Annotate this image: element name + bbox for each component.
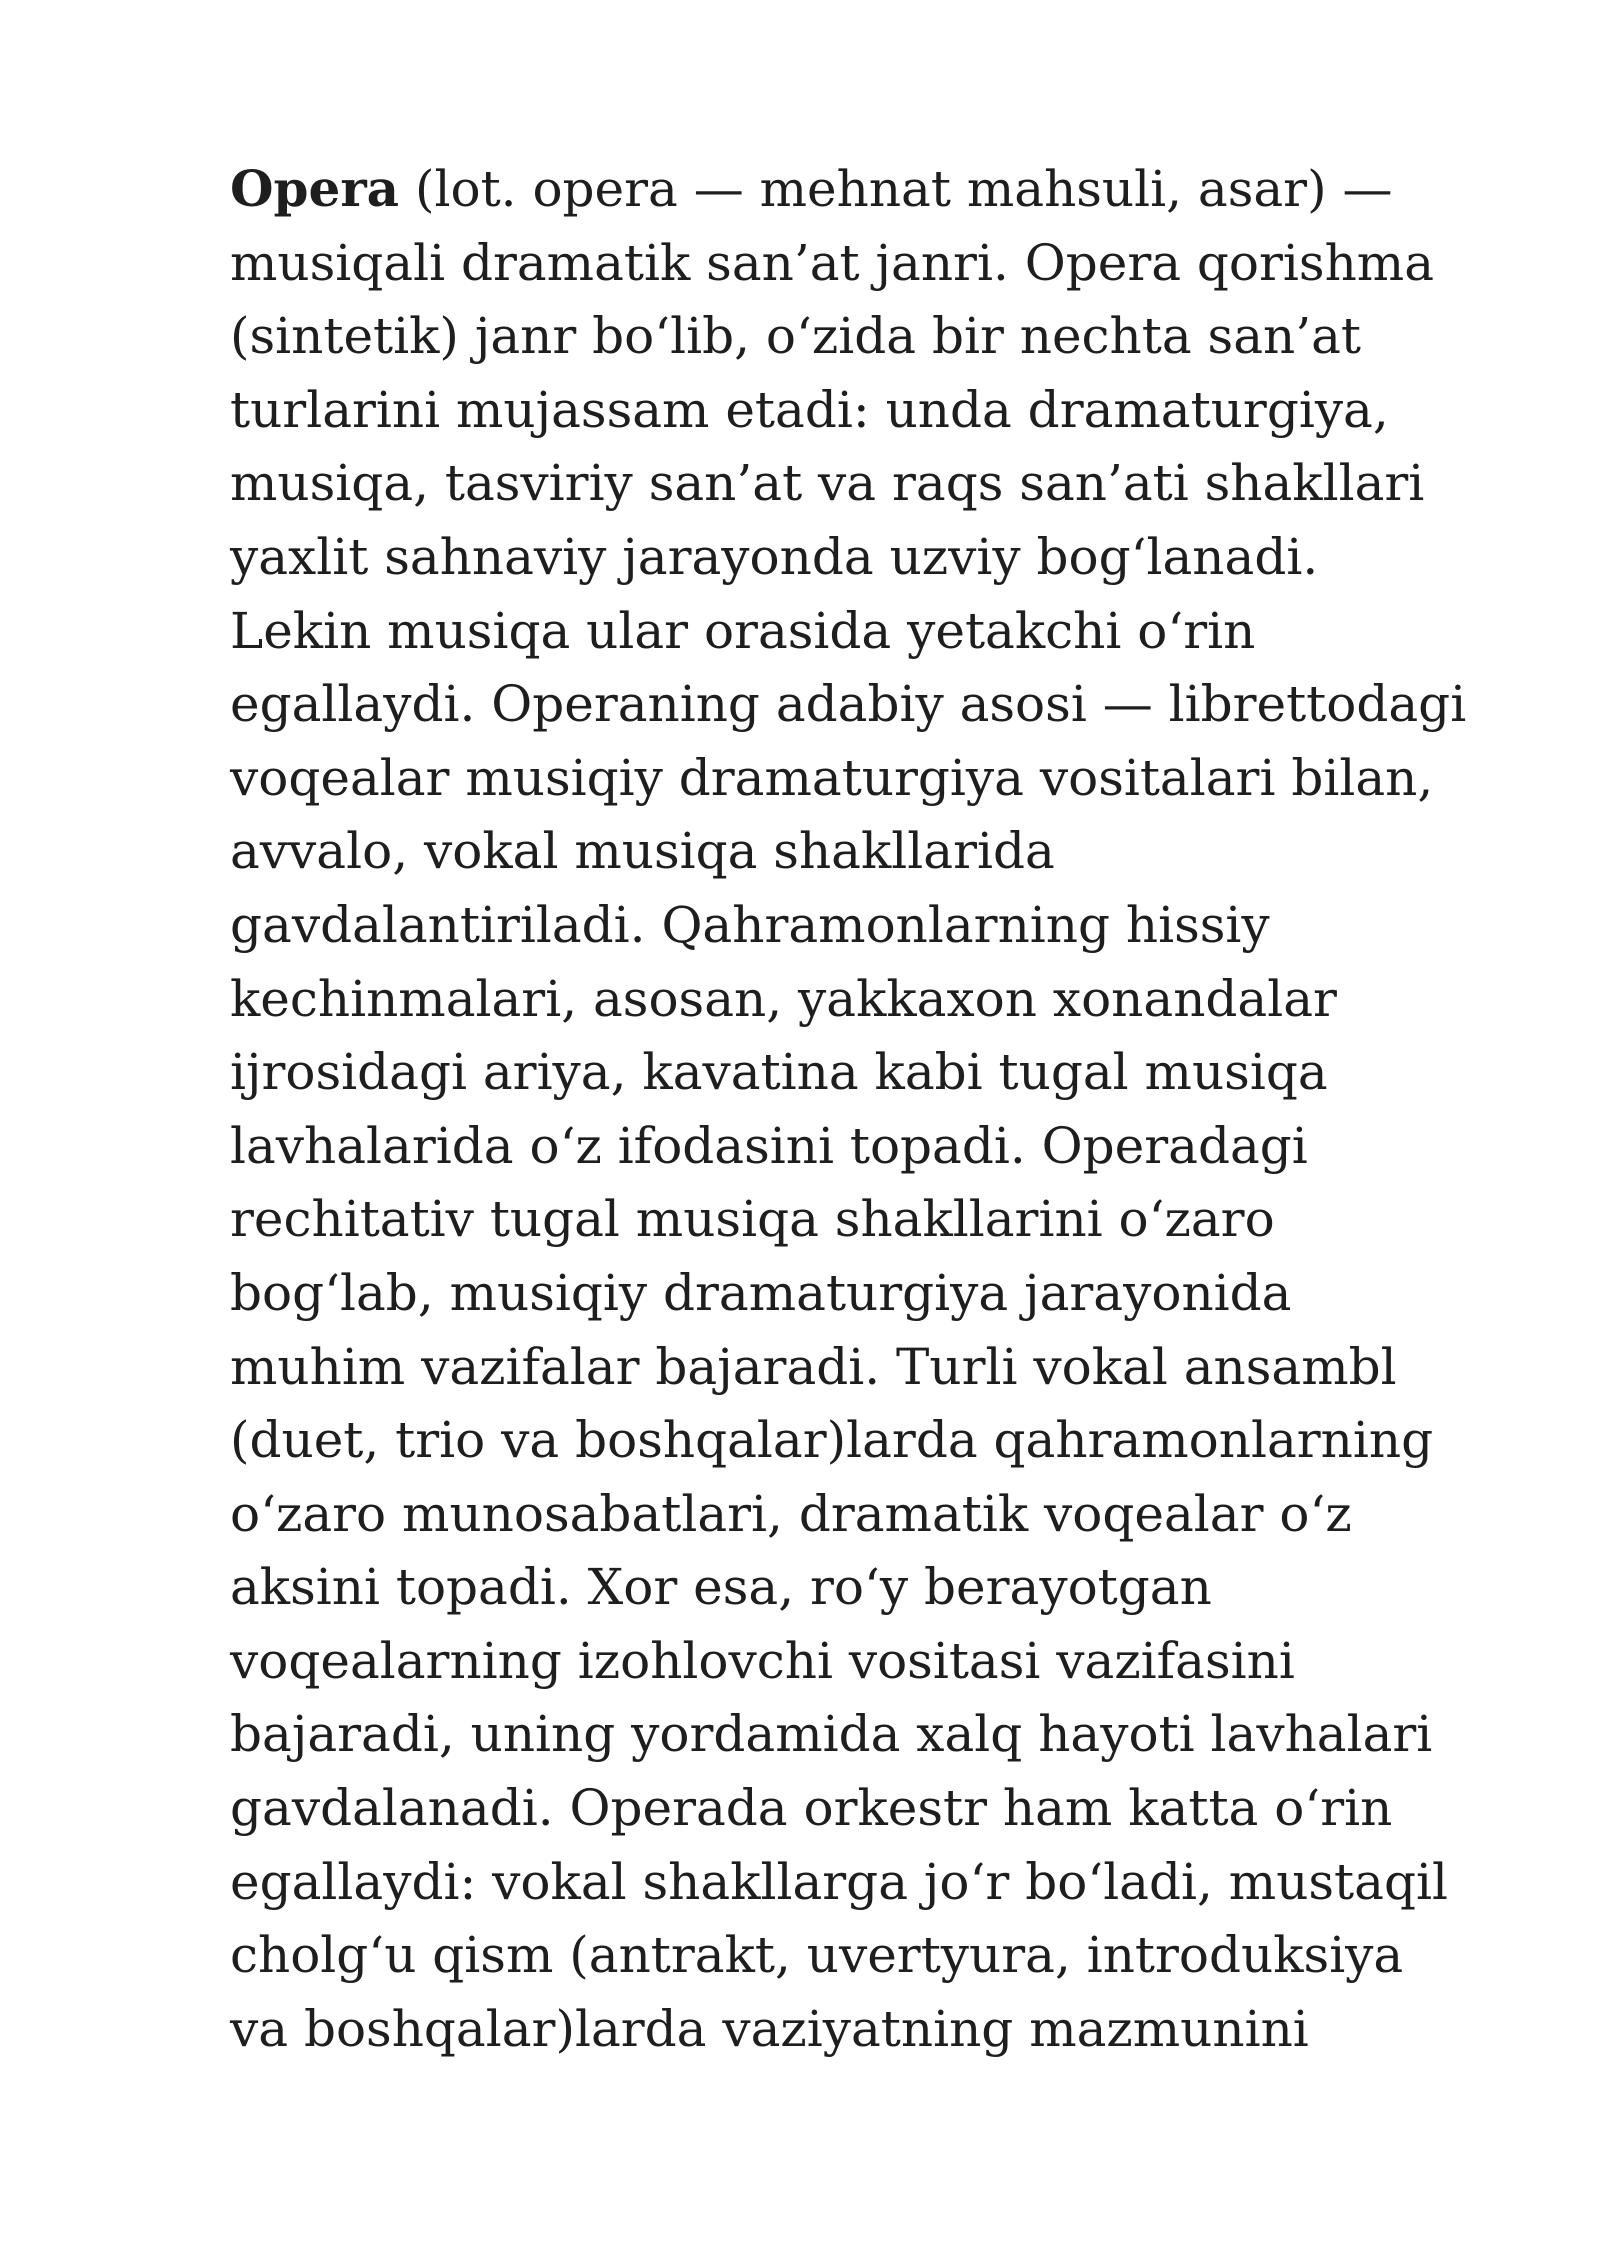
article-line: lavhalarida o‘z ifodasini topadi. Operadagi [230, 1116, 1308, 1175]
article-line: avvalo, vokal musiqa shakllarida [230, 822, 1055, 881]
article-line: turlarini mujassam etadi: unda dramaturgiya, [230, 380, 1389, 439]
article-line: rechitativ tugal musiqa shakllarini o‘zaro [230, 1190, 1275, 1249]
article-term: Opera [230, 159, 400, 218]
article-line: gavdalantiriladi. Qahramonlarning hissiy [230, 895, 1270, 954]
article-line: (sintetik) janr bo‘lib, o‘zida bir nechta san’at [230, 307, 1362, 366]
article-line [230, 152, 1530, 227]
article-line: voqealar musiqiy dramaturgiya vositalari bilan, [230, 748, 1434, 807]
article-line: ijrosidagi ariya, kavatina kabi tugal musiqa [230, 1043, 1328, 1102]
article-line: cholg‘u qism (antrakt, uvertyura, introduksiya [230, 1926, 1404, 1985]
article-line: egallaydi: vokal shakllarga jo‘r bo‘ladi, mustaqil [230, 1852, 1448, 1911]
article-line: aksini topadi. Xor esa, ro‘y berayotgan [230, 1558, 1212, 1617]
article-line: bog‘lab, musiqiy dramaturgiya jarayonida [230, 1263, 1292, 1322]
article-line: kechinmalari, asosan, yakkaxon xonandalar [230, 969, 1337, 1028]
article-line: voqealarning izohlovchi vositasi vazifasini [230, 1631, 1295, 1690]
article-line: egallaydi. Operaning adabiy asosi — librettodagi [230, 675, 1467, 734]
article-line: gavdalanadi. Operada orkestr ham katta o‘rin [230, 1779, 1393, 1838]
article-line: va boshqalar)larda vaziyatning mazmunini [230, 1999, 1309, 2058]
article-line: o‘zaro munosabatlari, dramatik voqealar o‘z [230, 1484, 1352, 1543]
article-body [230, 152, 1530, 2066]
article-line: muhim vazifalar bajaradi. Turli vokal ansambl [230, 1337, 1397, 1396]
article-line: musiqali dramatik san’at janri. Opera qorishma [230, 233, 1435, 292]
article-line: Lekin musiqa ular orasida yetakchi o‘rin [230, 601, 1256, 660]
article-line: yaxlit sahnaviy jarayonda uzviy bog‘lanadi. [230, 527, 1319, 586]
article-line: bajaradi, uning yordamida xalq hayoti lavhalari [230, 1705, 1433, 1764]
article-line: (duet, trio va boshqalar)larda qahramonlarning [230, 1411, 1434, 1470]
article-line-rest: (lot. opera — mehnat mahsuli, asar) — [399, 160, 1393, 218]
article-line: musiqa, tasviriy san’at va raqs san’ati shakllari [230, 454, 1425, 513]
